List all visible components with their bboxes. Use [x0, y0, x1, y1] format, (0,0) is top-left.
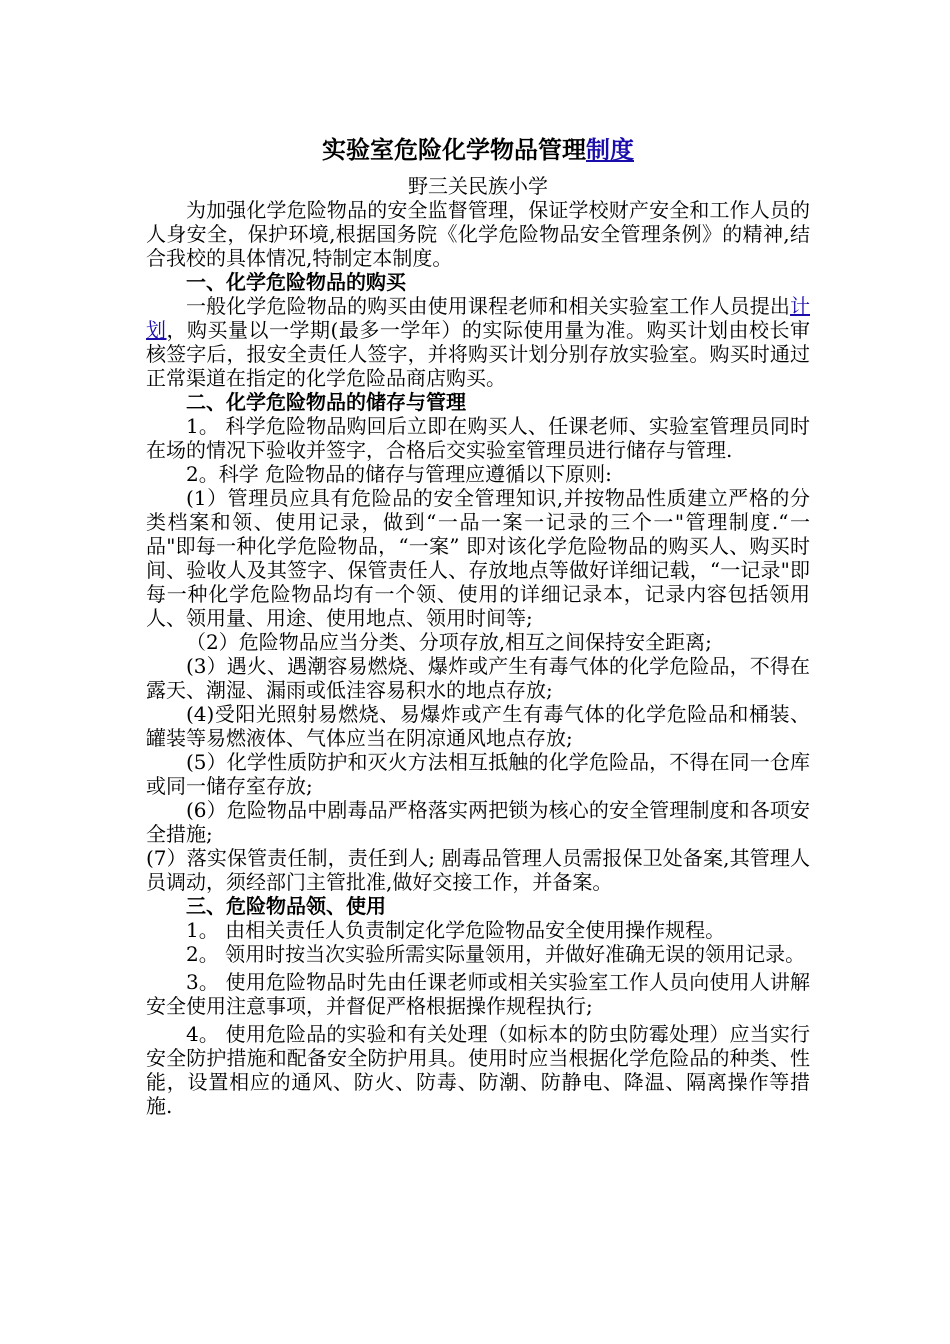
section2-item-3: (3）遇火、遇潮容易燃烧、爆炸或产生有毒气体的化学危险品，不得在露天、潮湿、漏雨或低洼容易积水的地点存放; [146, 654, 810, 702]
section1-text-before-link: 一般化学危险物品的购买由使用课程老师和相关实验室工作人员提出 [186, 294, 790, 318]
document-page [146, 130, 810, 1118]
section2-item-5: (5）化学性质防护和灭火方法相互抵触的化学危险品，不得在同一仓库或同一储存室存放; [146, 750, 810, 798]
section1-text-after-link: ，购买量以一学期(最多一学年）的实际使用量为准。购买计划由校长审核签字后，报安全责任人签字，并将购买计划分别存放实验室。购买时通过正常渠道在指定的化学危险品商店购买。 [146, 318, 810, 390]
section3-item-3: 3。 使用危险物品时先由任课老师或相关实验室工作人员向使用人讲解安全使用注意事项，并督促严格根据操作规程执行; [146, 970, 810, 1018]
section3-item-2: 2。 领用时按当次实验所需实际量领用，并做好准确无误的领用记录。 [186, 942, 806, 966]
school-name: 野三关民族小学 [408, 174, 548, 198]
section1-paragraph [146, 294, 810, 390]
title-link-zhidu[interactable]: 制度 [586, 136, 634, 164]
plan-link[interactable]: 计划 [146, 294, 810, 342]
section2-item-2: （2）危险物品应当分类、分项存放,相互之间保持安全距离; [186, 630, 712, 654]
section2-item-4: (4)受阳光照射易燃烧、易爆炸或产生有毒气体的化学危险品和桶装、罐装等易燃液体、气体应当在阴凉通风地点存放; [146, 702, 810, 750]
title-text: 实验室危险化学物品管理 [322, 136, 586, 164]
document-body [146, 198, 810, 1118]
section2-item-6: (6）危险物品中剧毒品严格落实两把锁为核心的安全管理制度和各项安全措施; [146, 798, 810, 846]
section3-item-4: 4。 使用危险品的实验和有关处理（如标本的防虫防霉处理）应当实行安全防护措施和配备安全防护用具。使用时应当根据化学危险品的种类、性能，设置相应的通风、防火、防毒、防潮、防静电、降温、隔离操作等措施. [146, 1022, 810, 1118]
document-title [146, 130, 810, 170]
intro-paragraph: 为加强化学危险物品的安全监督管理，保证学校财产安全和工作人员的人身安全，保护环境,根据国务院《化学危险物品安全管理条例》的精神,结合我校的具体情况,特制定本制度。 [146, 198, 810, 270]
section3-item-1: 1。 由相关责任人负责制定化学危险物品安全使用操作规程。 [186, 918, 726, 942]
section1-heading: 一、化学危险物品的购买 [186, 270, 406, 294]
section2-paragraph-2: 2。科学 危险物品的储存与管理应遵循以下原则: [186, 462, 612, 486]
section2-item-1: (1）管理员应具有危险品的安全管理知识,并按物品性质建立严格的分类档案和领、使用记录，做到“一品一案一记录的三个一"管理制度.“一品"即每一种化学危险物品，“一案” 即对该化学危险物品的购买人、购买时间、验收人及其签字、保管责任人、存放地点等做好详细记载，“一记录"即每一种化学危险物品均有一个领、使用的详细记录本，记录内容包括领用人、领用量、用途、使用地点、领用时间等; [146, 486, 810, 630]
section2-item-7: (7）落实保管责任制，责任到人; 剧毒品管理人员需报保卫处备案,其管理人员调动，须经部门主管批准,做好交接工作，并备案。 [146, 846, 810, 894]
section2-heading: 二、化学危险物品的储存与管理 [186, 390, 466, 414]
section2-paragraph-1: 1。 科学危险物品购回后立即在购买人、任课老师、实验室管理员同时在场的情况下验收并签字，合格后交实验室管理员进行储存与管理. [146, 414, 810, 462]
section3-heading: 三、危险物品领、使用 [186, 894, 386, 918]
